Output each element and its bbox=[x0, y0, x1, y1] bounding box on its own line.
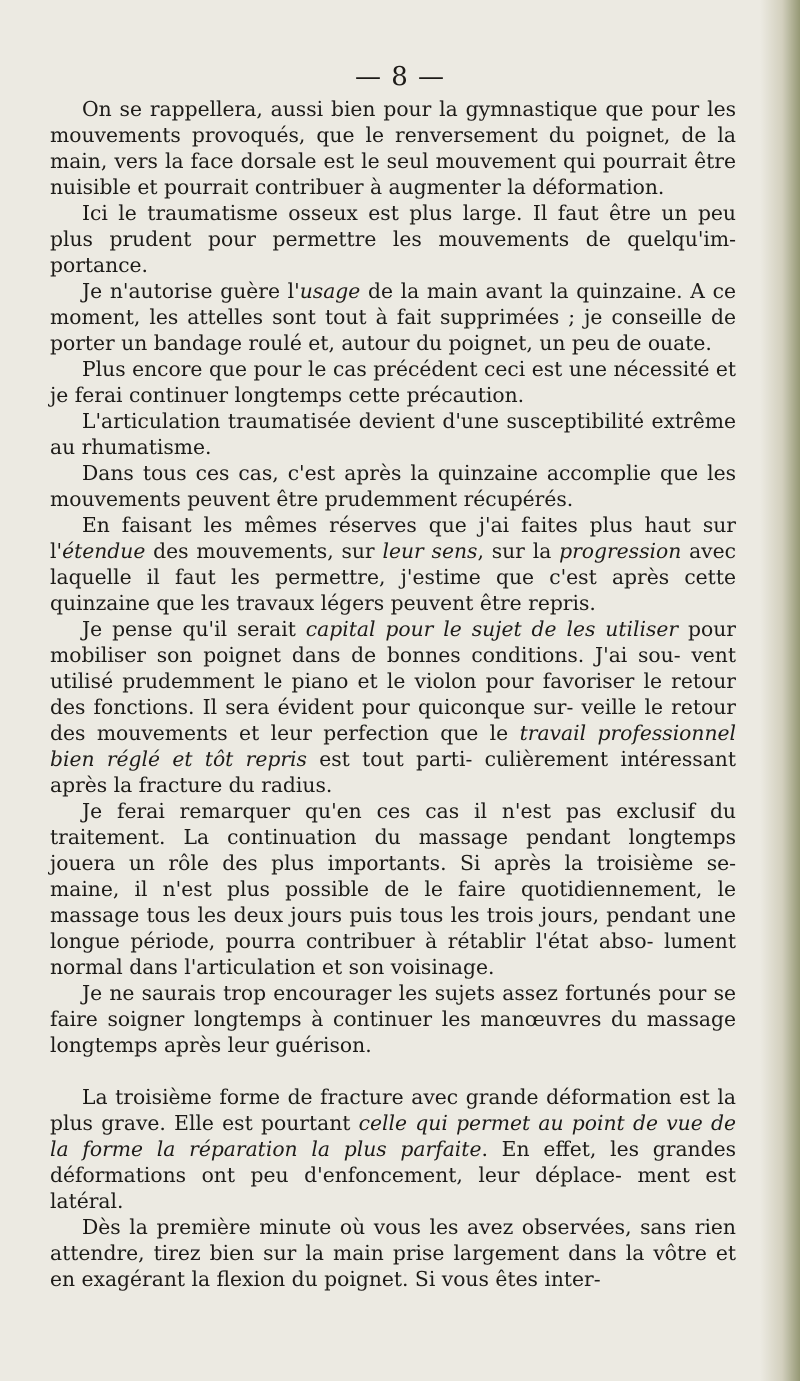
page-number: — 8 — bbox=[354, 62, 446, 92]
paragraph: Je ferai remarquer qu'en ces cas il n'est pas exclusif du traitement. La continuation du massage pendant longtemps jouera un rôle des plus importants. Si après la troisième se- maine, il n'est plus possible de le faire quotidiennement, le massage tous les deux jours puis tous les trois jours, pendant une longue période, pourra contribuer à rétablir l'état abso- lument normal dans l'articulation et son voisinage. bbox=[50, 799, 736, 979]
emphasis: usage bbox=[299, 279, 361, 303]
paragraph: En faisant les mêmes réserves que j'ai faites plus haut sur l'étendue des mouvements, sur leur sens, sur la progression avec laquelle il faut les permettre, j'estime que c'est après cette quinzaine que les travaux légers peuvent être repris. bbox=[50, 513, 737, 615]
emphasis: celle qui permet au point de vue de la forme la réparation la plus parfaite bbox=[50, 1111, 736, 1161]
paragraph: Je n'autorise guère l'usage de la main avant la quinzaine. A ce moment, les attelles sont tout à fait supprimées ; je conseille de porter un bandage roulé et, autour du poignet, un peu de ouate. bbox=[50, 279, 736, 355]
paragraph: Je ne saurais trop encourager les sujets assez fortunés pour se faire soigner longtemps à continuer les manœuvres du massage longtemps après leur guérison. bbox=[50, 981, 736, 1057]
emphasis: capital pour le sujet de les utiliser bbox=[305, 617, 679, 641]
paragraph: La troisième forme de fracture avec grande déformation est la plus grave. Elle est pourtant celle qui permet au point de vue de la forme la réparation la plus parfaite. En effet, les grandes déformations ont peu d'enfoncement, leur déplace- ment est latéral. bbox=[50, 1085, 736, 1213]
paragraph: Dès la première minute où vous les avez observées, sans rien attendre, tirez bien sur la main prise largement dans la vôtre et en exagérant la flexion du poignet. Si vous êtes inter- bbox=[50, 1215, 736, 1291]
paragraph: On se rappellera, aussi bien pour la gymnastique que pour les mouvements provoqués, que le renversement du poignet, de la main, vers la face dorsale est le seul mouvement qui pourrait être nuisible et pourrait contribuer à augmenter la déformation. bbox=[50, 97, 736, 199]
emphasis: travail professionnel bien réglé et tôt repris bbox=[50, 721, 737, 771]
emphasis: leur sens bbox=[382, 539, 478, 563]
paragraph: Plus encore que pour le cas précédent ceci est une nécessité et je ferai continuer longtemps cette précaution. bbox=[50, 357, 736, 407]
page-edge-shadow bbox=[760, 0, 800, 1381]
emphasis: étendue bbox=[62, 539, 146, 563]
paragraph: Dans tous ces cas, c'est après la quinzaine accomplie que les mouvements peuvent être prudemment récupérés. bbox=[50, 461, 736, 511]
paragraph: Ici le traumatisme osseux est plus large. Il faut être un peu plus prudent pour permettre les mouvements de quelqu'im- portance. bbox=[50, 201, 736, 277]
body-text bbox=[50, 96, 736, 1292]
emphasis: progression bbox=[559, 539, 682, 563]
paragraph: Je pense qu'il serait capital pour le sujet de les utiliser pour mobiliser son poignet dans de bonnes conditions. J'ai sou- vent utilisé prudemment le piano et le violon pour favoriser le retour des fonctions. Il sera évident pour quiconque sur- veille le retour des mouvements et leur perfection que le travail professionnel bien réglé et tôt repris est tout parti- culièrement intéressant après la fracture du radius. bbox=[50, 617, 737, 797]
paragraph: L'articulation traumatisée devient d'une susceptibilité extrême au rhumatisme. bbox=[50, 409, 736, 459]
